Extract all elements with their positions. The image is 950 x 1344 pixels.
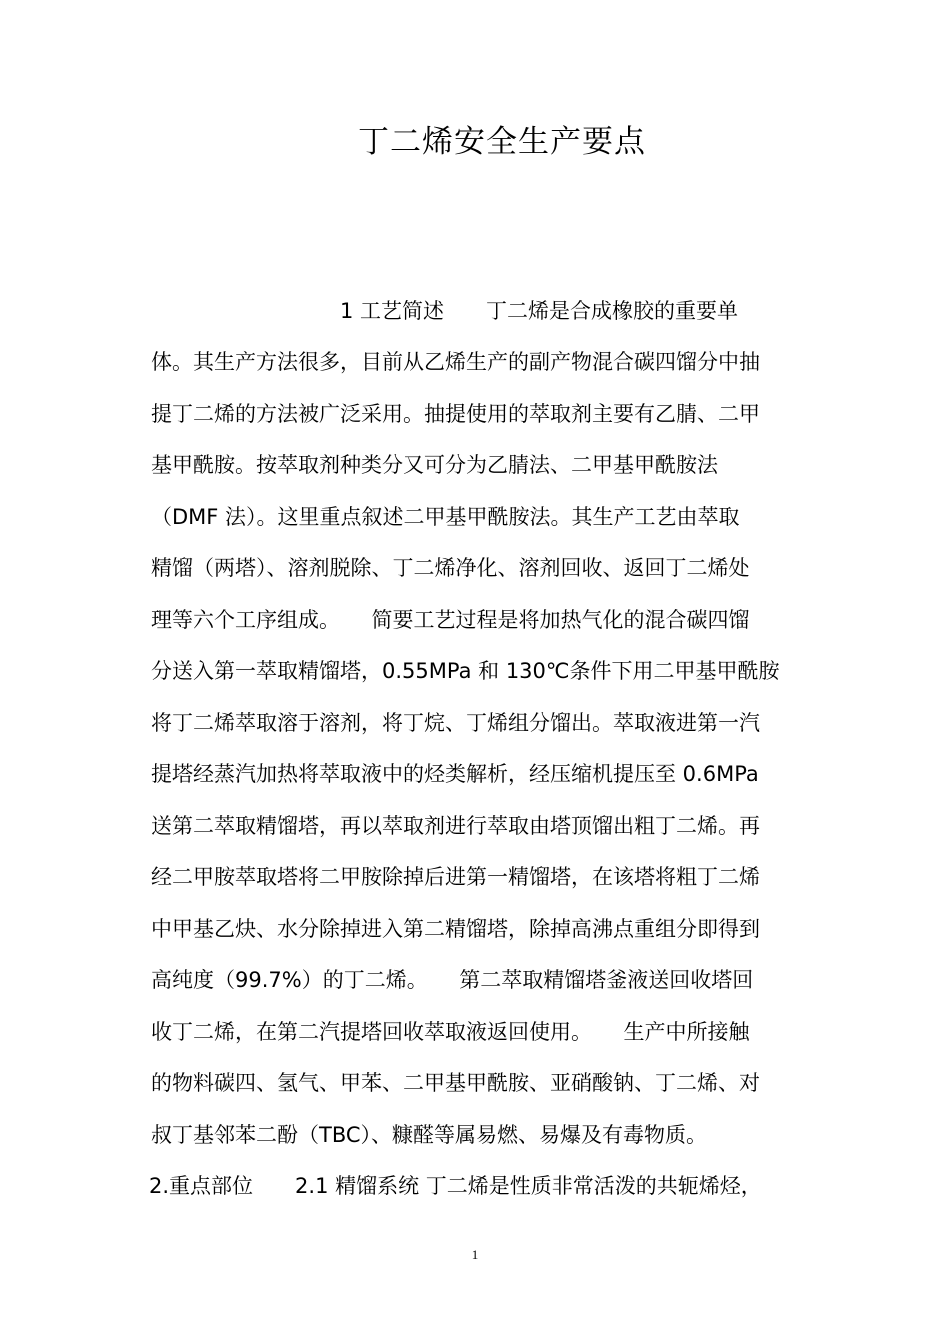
body-line-6: 精馏（两塔）、溶剂脱除、丁二烯净化、溶剂回收、返回丁二烯处 [151,556,750,580]
body-line-4: 基甲酰胺。按萃取剂种类分又可分为乙腈法、二甲基甲酰胺法 [151,453,718,477]
body-line-7: 理等六个工序组成。 简要工艺过程是将加热气化的混合碳四馏 [151,608,750,632]
page-title: 丁二烯安全生产要点 [358,124,646,160]
body-line-18: 2.重点部位 2.1 精馏系统 丁二烯是性质非常活泼的共轭烯烃， [149,1174,762,1198]
body-line-15: 收丁二烯，在第二汽提塔回收萃取液返回使用。 生产中所接触 [151,1020,750,1044]
body-line-2: 体。其生产方法很多，目前从乙烯生产的副产物混合碳四馏分中抽 [151,350,760,374]
body-line-16: 的物料碳四、氢气、甲苯、二甲基甲酰胺、亚硝酸钠、丁二烯、对 [151,1071,760,1095]
body-line-14: 高纯度（99.7%）的丁二烯。 第二萃取精馏塔釜液送回收塔回 [151,968,754,992]
body-line-12: 经二甲胺萃取塔将二甲胺除掉后进第一精馏塔，在该塔将粗丁二烯 [151,865,760,889]
body-line-9: 将丁二烯萃取溶于溶剂，将丁烷、丁烯组分馏出。萃取液进第一汽 [151,711,760,735]
body-line-17: 叔丁基邻苯二酚（TBC）、糠醛等属易燃、易爆及有毒物质。 [151,1123,708,1147]
body-line-11: 送第二萃取精馏塔，再以萃取剂进行萃取由塔顶馏出粗丁二烯。再 [151,814,760,838]
body-line-1: 1 工艺简述 丁二烯是合成橡胶的重要单 [340,299,739,323]
body-line-3: 提丁二烯的方法被广泛采用。抽提使用的萃取剂主要有乙腈、二甲 [151,402,760,426]
body-line-8: 分送入第一萃取精馏塔，0.55MPa 和 130℃条件下用二甲基甲酰胺 [151,659,780,683]
body-line-5: （DMF 法）。这里重点叙述二甲基甲酰胺法。其生产工艺由萃取 [151,505,740,529]
page-number: 1 [471,1247,479,1262]
body-line-10: 提塔经蒸汽加热将萃取液中的烃类解析，经压缩机提压至 0.6MPa [151,762,759,786]
body-line-13: 中甲基乙炔、水分除掉进入第二精馏塔，除掉高沸点重组分即得到 [151,917,760,941]
